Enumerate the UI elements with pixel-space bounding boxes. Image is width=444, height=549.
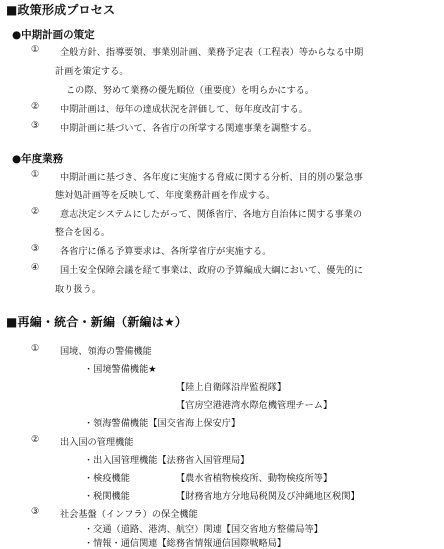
group-number: ③ bbox=[31, 506, 40, 517]
agency-label: 【官房空港港湾水際危機管理チーム】 bbox=[176, 400, 333, 411]
bullet-item: ・交通（道路、港湾、航空）関連【国交省地方整備局等】 bbox=[84, 524, 323, 535]
group-title: 国境、領海の警備機能 bbox=[60, 346, 152, 357]
item-text-continued: 取り扱う。 bbox=[55, 284, 101, 295]
item-text-continued: 態対処計画等を反映して、年度業務計画を作成する。 bbox=[55, 190, 276, 201]
item-number: ① bbox=[31, 44, 40, 55]
item-text: 全般方針、指導要領、事業別計画、業務予定表（工程表）等からなる中期 bbox=[60, 47, 364, 58]
item-number: ② bbox=[31, 101, 40, 112]
item-text: 中期計画は、毎年の達成状況を評価して、毎年度改訂する。 bbox=[60, 104, 308, 115]
bullet-item: ・情報・通信関連【総務省情報通信国際戦略局】 bbox=[84, 538, 287, 549]
item-number: ② bbox=[31, 206, 40, 217]
agency-label: 【農水省植物検疫所、動物検疫所等】 bbox=[176, 473, 333, 484]
agency-label: 【陸上自衛隊沿岸監視隊】 bbox=[176, 382, 287, 393]
item-text: 意志決定システムにしたがって、関係省庁、各地方自治体に関する事業の bbox=[60, 209, 363, 220]
item-number: ③ bbox=[31, 120, 40, 131]
group-number: ① bbox=[31, 343, 40, 354]
item-text: 中期計画に基づいて、各省庁の所掌する関連事業を調整する。 bbox=[60, 123, 318, 134]
item-number: ④ bbox=[31, 262, 40, 273]
group-title: 社会基盤（インフラ）の保全機能 bbox=[60, 509, 198, 520]
bullet-item: ・国境警備機能★ bbox=[84, 364, 157, 375]
subheading-midterm-plan: ●中期計画の策定 bbox=[12, 29, 95, 41]
agency-label: 【財務省地方分地局税関及び沖縄地区税関】 bbox=[176, 491, 360, 502]
item-text-continued: 整合を図る。 bbox=[55, 227, 111, 238]
item-text: 各省庁に係る予算要求は、各所掌省庁が実施する。 bbox=[60, 246, 272, 257]
group-title: 出入国の管理機能 bbox=[60, 437, 134, 448]
bullet-item-label: ・税関機能 bbox=[84, 491, 130, 502]
item-text: 国土安全保障会議を経て事業は、政府の予算編成大綱において、優先的に bbox=[60, 265, 364, 276]
bullet-item-label: ・検疫機能 bbox=[84, 473, 130, 484]
item-text-indented: この際、努めて業務の優先順位（重要度）を明らかにする。 bbox=[66, 85, 315, 96]
item-text-continued: 計画を策定する。 bbox=[55, 66, 129, 77]
group-number: ② bbox=[31, 434, 40, 445]
section-heading-policy-process: ■政策形成プロセス bbox=[6, 3, 116, 17]
bullet-item: ・出入国管理機能【法務省入国管理局】 bbox=[84, 455, 250, 466]
item-number: ① bbox=[31, 169, 40, 180]
section-heading-reorganization: ■再編・統合・新編（新編は★） bbox=[6, 315, 188, 329]
item-text: 中期計画に基づき、各年度に実施する脅威に関する分析、目的別の緊急事 bbox=[60, 172, 363, 183]
subheading-annual-work: ●年度業務 bbox=[12, 153, 64, 165]
item-number: ③ bbox=[31, 243, 40, 254]
bullet-item: ・領海警備機能【国交省海上保安庁】 bbox=[84, 418, 241, 429]
